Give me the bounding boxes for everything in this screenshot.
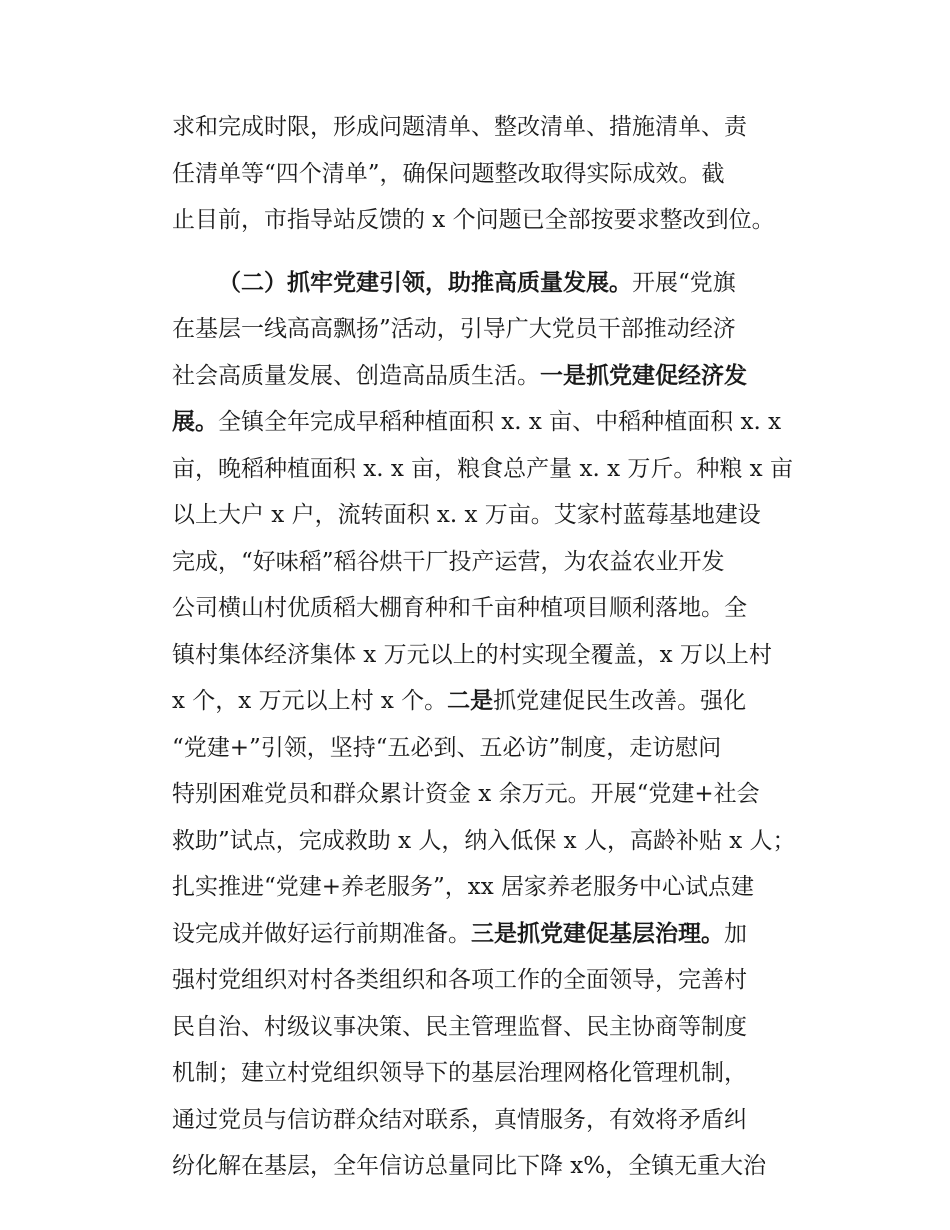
paragraph-line: [172, 353, 812, 400]
paragraph-line: 民自治、村级议事决策、民主管理监督、民主协商等制度: [172, 1013, 747, 1040]
subheading-economy: 一是抓党建促经济发: [540, 361, 747, 389]
text-run: 加: [724, 920, 747, 947]
paragraph-line: 强村党组织对村各类组织和各项工作的全面领导，完善村: [172, 967, 747, 993]
text-run: 抓党建促民生改善。强化: [493, 688, 747, 714]
paragraph-line: [172, 399, 812, 446]
text-run: 社会高质量发展、创造高品质生活。: [172, 362, 540, 389]
paragraph-line: 纷化解在基层，全年信访总量同比下降 x%，全镇无重大治: [172, 1153, 767, 1179]
paragraph-line: 完成，“好味稻”稻谷烘干厂投产运营，为农益农业开发: [172, 548, 725, 575]
paragraph-line: 亩，晚稻种植面积 x. x 亩，粮食总产量 x. x 万斤。种粮 x 亩: [172, 455, 793, 482]
paragraph-line: 公司横山村优质稻大棚育种和千亩种植项目顺利落地。全: [172, 595, 747, 621]
paragraph-line: 特别困难党员和群众累计资金 x 余万元。开展“党建+社会: [172, 781, 760, 807]
paragraph-line: 以上大户 x 户，流转面积 x. x 万亩。艾家村蓝莓基地建设: [172, 502, 761, 528]
section-heading-line: [172, 260, 812, 307]
document-body: [172, 104, 812, 1190]
paragraph-line: “党建+”引领，坚持“五必到、五必访”制度，走访慰问: [172, 734, 722, 761]
text-run: x 个，x 万元以上村 x 个。: [172, 688, 448, 714]
paragraph-line: 镇村集体经济集体 x 万元以上的村实现全覆盖，x 万以上村: [172, 641, 772, 668]
section-heading: （二）抓牢党建引领，助推高质量发展。: [218, 268, 632, 296]
paragraph-line: 救助”试点，完成救助 x 人，纳入低保 x 人，高龄补贴 x 人；: [172, 827, 796, 854]
paragraph-gap: [172, 244, 812, 260]
paragraph-line: 求和完成时限，形成问题清单、整改清单、措施清单、责: [172, 114, 747, 140]
text-run: 开展“党旗: [632, 269, 736, 296]
subheading-livelihood: 二是: [447, 687, 494, 714]
subheading-governance: 三是抓党建促基层治理。: [471, 919, 724, 947]
paragraph-line: [172, 911, 812, 958]
text-run: 设完成并做好运行前期准备。: [172, 920, 471, 947]
paragraph-line: 在基层一线高高飘扬”活动，引导广大党员干部推动经济: [172, 316, 736, 342]
subheading-economy-end: 展。: [172, 408, 218, 435]
paragraph-line: 止目前，市指导站反馈的 x 个问题已全部按要求整改到位。: [172, 207, 775, 233]
text-run: 全镇全年完成早稻种植面积 x. x 亩、中稻种植面积 x. x: [218, 409, 782, 435]
paragraph-line: 通过党员与信访群众结对联系，真情服务，有效将矛盾纠: [172, 1106, 747, 1133]
paragraph-line: [172, 678, 812, 725]
paragraph-line: 机制；建立村党组织领导下的基层治理网格化管理机制，: [172, 1060, 747, 1086]
paragraph-line: 任清单等“四个清单”，确保问题整改取得实际成效。截: [172, 160, 725, 187]
paragraph-line: 扎实推进“党建+养老服务”，xx 居家养老服务中心试点建: [172, 874, 755, 900]
